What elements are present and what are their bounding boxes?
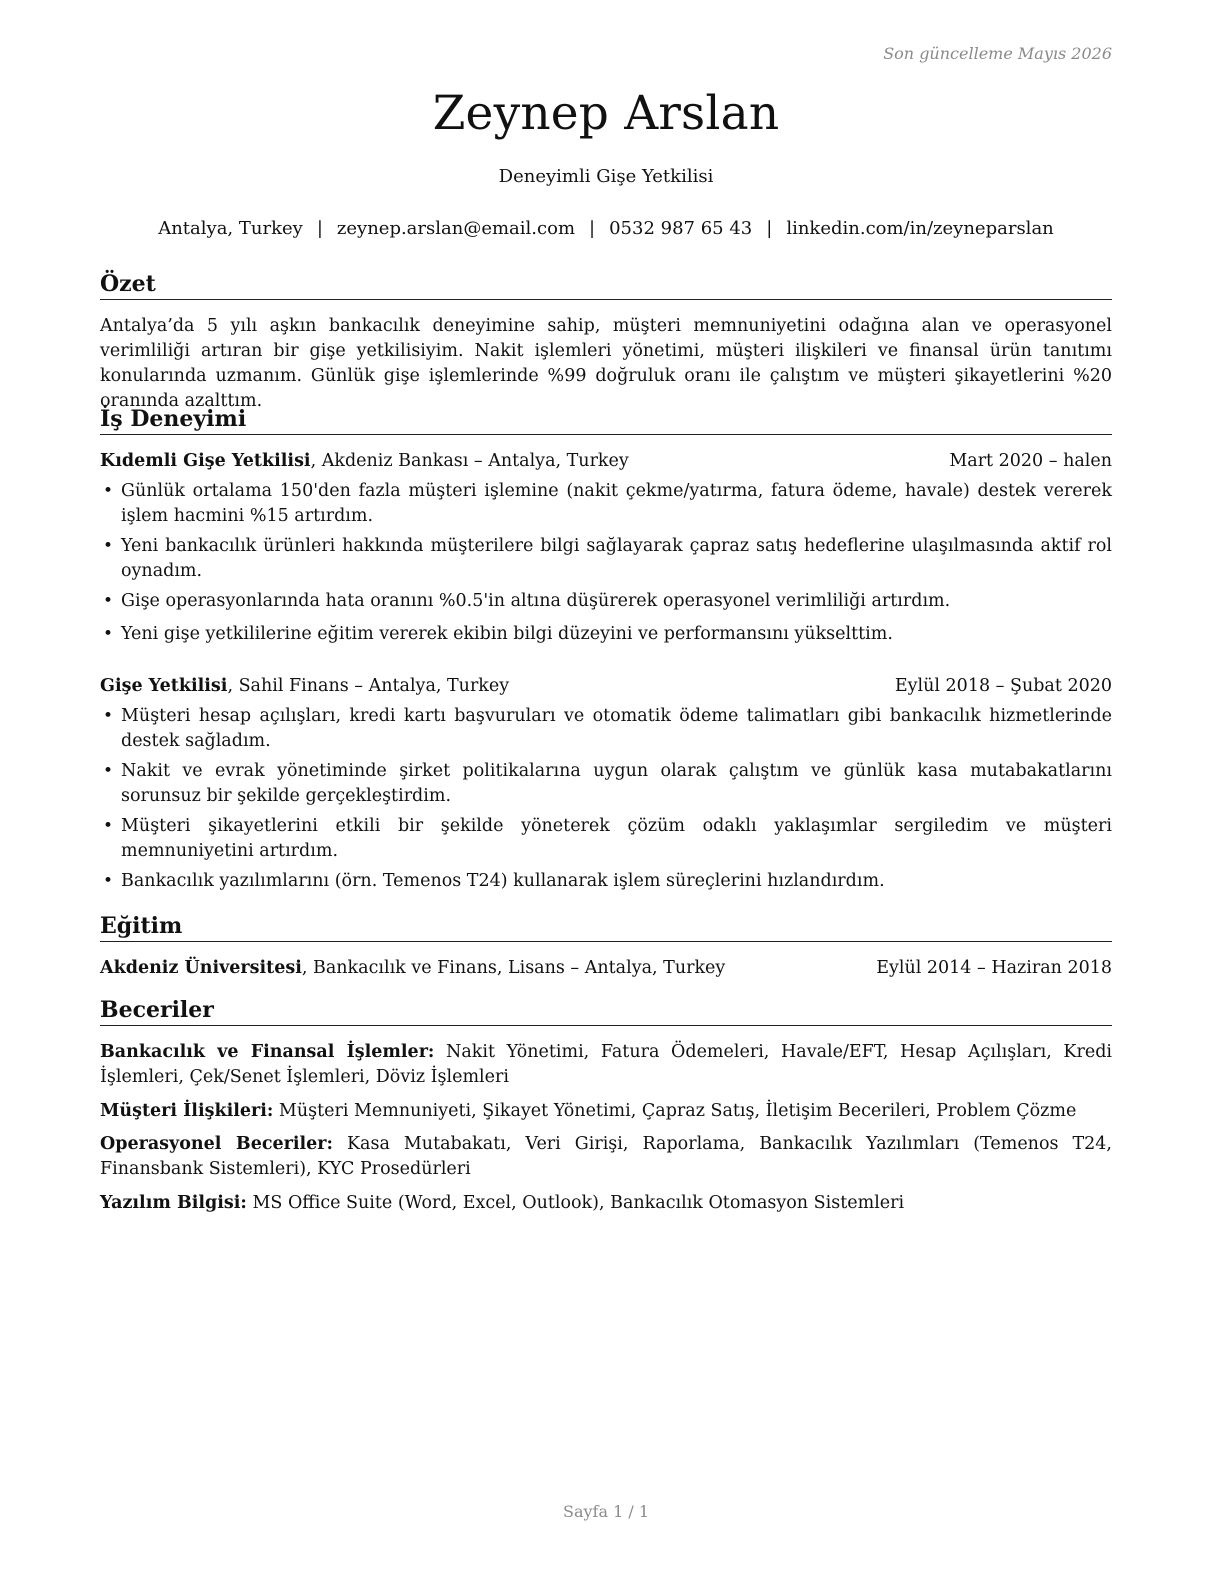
contact-linkedin[interactable]: linkedin.com/in/zeyneparslan — [786, 218, 1054, 239]
job-role: Kıdemli Gişe Yetkilisi — [100, 451, 311, 471]
job-title-company — [100, 449, 629, 473]
education-dates: Eylül 2014 – Haziran 2018 — [876, 958, 1112, 978]
bullet-icon: • — [103, 816, 114, 836]
page-number: Sayfa 1 / 1 — [562, 1502, 649, 1521]
skill-group — [100, 1040, 1112, 1090]
section-heading-summary: Özet — [100, 271, 1112, 300]
skill-text: Nakit Yönetimi, Fatura Ödemeleri, Havale/EFT, Hesap Açılışları, Kredi İşlemleri, Çek/Senet İşlemleri, Döviz İşlemleri — [100, 1042, 1112, 1087]
bullet-text: Bankacılık yazılımlarını (örn. Temenos T24) kullanarak işlem süreçlerini hızlandırdım. — [121, 871, 885, 891]
job-header — [100, 449, 1112, 473]
contact-separator: | — [316, 218, 323, 239]
resume-page — [100, 0, 1112, 1584]
skill-group — [100, 1099, 1112, 1124]
education-school-detail — [100, 956, 725, 980]
contact-location: Antalya, Turkey — [158, 218, 303, 239]
education-detail: , Bankacılık ve Finans, Lisans – Antalya, Turkey — [301, 958, 726, 978]
bullet-text: Yeni bankacılık ürünleri hakkında müşterilere bilgi sağlayarak çapraz satış hedeflerine ulaşılmasında aktif rol oynadım. — [121, 536, 1112, 581]
contact-email[interactable]: zeynep.arslan@email.com — [336, 218, 576, 239]
bullet-text: Nakit ve evrak yönetiminde şirket politikalarına uygun olarak çalıştım ve günlük kasa mutabakatlarını sorunsuz bir şekilde gerçekleştirdim. — [121, 761, 1112, 806]
skill-group — [100, 1132, 1112, 1182]
skill-group — [100, 1191, 1112, 1216]
skill-text: Kasa Mutabakatı, Veri Girişi, Raporlama, Bankacılık Yazılımları (Temenos T24, Finansbank Sistemleri), KYC Prosedürleri — [100, 1134, 1112, 1179]
bullet-text: Yeni gişe yetkililerine eğitim vererek ekibin bilgi düzeyini ve performansını yükselttim. — [121, 624, 893, 644]
bullet-icon: • — [103, 871, 114, 891]
skill-label: Müşteri İlişkileri: — [100, 1101, 274, 1121]
last-updated: Son güncelleme Mayıs 2026 — [883, 44, 1112, 63]
section-heading-skills: Beceriler — [100, 997, 1112, 1026]
skill-label: Operasyonel Beceriler: — [100, 1134, 333, 1154]
candidate-title: Deneyimli Gişe Yetkilisi — [498, 166, 714, 187]
job-bullets — [100, 704, 1112, 899]
skill-label: Bankacılık ve Finansal İşlemler: — [100, 1042, 435, 1062]
bullet-text: Günlük ortalama 150'den fazla müşteri işlemine (nakit çekme/yatırma, fatura ödeme, havale) destek vererek işlem hacmini %15 artırdım. — [121, 481, 1112, 526]
contact-separator: | — [766, 218, 773, 239]
job-role: Gişe Yetkilisi — [100, 676, 228, 696]
list-item — [100, 589, 1112, 614]
job-company: , Akdeniz Bankası – Antalya, Turkey — [310, 451, 629, 471]
contact-phone: 0532 987 65 43 — [609, 218, 753, 239]
bullet-text: Müşteri şikayetlerini etkili bir şekilde yöneterek çözüm odaklı yaklaşımlar sergiledim ve müşteri memnuniyetini artırdım. — [121, 816, 1112, 861]
bullet-text: Gişe operasyonlarında hata oranını %0.5'in altına düşürerek operasyonel verimliliği artırdım. — [121, 591, 951, 611]
list-item — [100, 534, 1112, 584]
bullet-icon: • — [103, 591, 114, 611]
job-dates: Mart 2020 – halen — [949, 451, 1112, 471]
bullet-icon: • — [103, 481, 114, 501]
summary-text: Antalya’da 5 yılı aşkın bankacılık deneyimine sahip, müşteri memnuniyetini odağına alan ve operasyonel verimliliği artıran bir gişe yetkilisiyim. Nakit işlemleri yönetimi, müşteri ilişkileri ve finansal ürün tanıtımı konularında uzmanım. Günlük gişe işlemlerinde %99 doğruluk oranı ile çalıştım ve müşteri şikayetlerini %20 oranında azalttım. — [100, 316, 1112, 411]
bullet-icon: • — [103, 761, 114, 781]
skill-text: Müşteri Memnuniyeti, Şikayet Yönetimi, Çapraz Satış, İletişim Becerileri, Problem Çözme — [273, 1101, 1077, 1121]
list-item — [100, 869, 1112, 894]
section-heading-education: Eğitim — [100, 913, 1112, 942]
job-header — [100, 674, 1112, 698]
bullet-icon: • — [103, 536, 114, 556]
job-bullets — [100, 479, 1112, 652]
education-entry — [100, 956, 1112, 980]
contact-line — [100, 218, 1112, 239]
bullet-icon: • — [103, 624, 114, 644]
bullet-icon: • — [103, 706, 114, 726]
section-heading-experience: İş Deneyimi — [100, 406, 1112, 435]
list-item — [100, 479, 1112, 529]
contact-separator: | — [589, 218, 596, 239]
skill-text: MS Office Suite (Word, Excel, Outlook), Bankacılık Otomasyon Sistemleri — [246, 1193, 905, 1213]
job-dates: Eylül 2018 – Şubat 2020 — [894, 676, 1112, 696]
education-school: Akdeniz Üniversitesi — [100, 958, 302, 978]
list-item — [100, 622, 1112, 647]
job-title-company — [100, 674, 509, 698]
job-company: , Sahil Finans – Antalya, Turkey — [227, 676, 510, 696]
candidate-name: Zeynep Arslan — [432, 86, 780, 141]
bullet-text: Müşteri hesap açılışları, kredi kartı başvuruları ve otomatik ödeme talimatları gibi bankacılık hizmetlerinde destek sağladım. — [121, 706, 1112, 751]
list-item — [100, 814, 1112, 864]
list-item — [100, 759, 1112, 809]
list-item — [100, 704, 1112, 754]
skill-label: Yazılım Bilgisi: — [100, 1193, 247, 1213]
